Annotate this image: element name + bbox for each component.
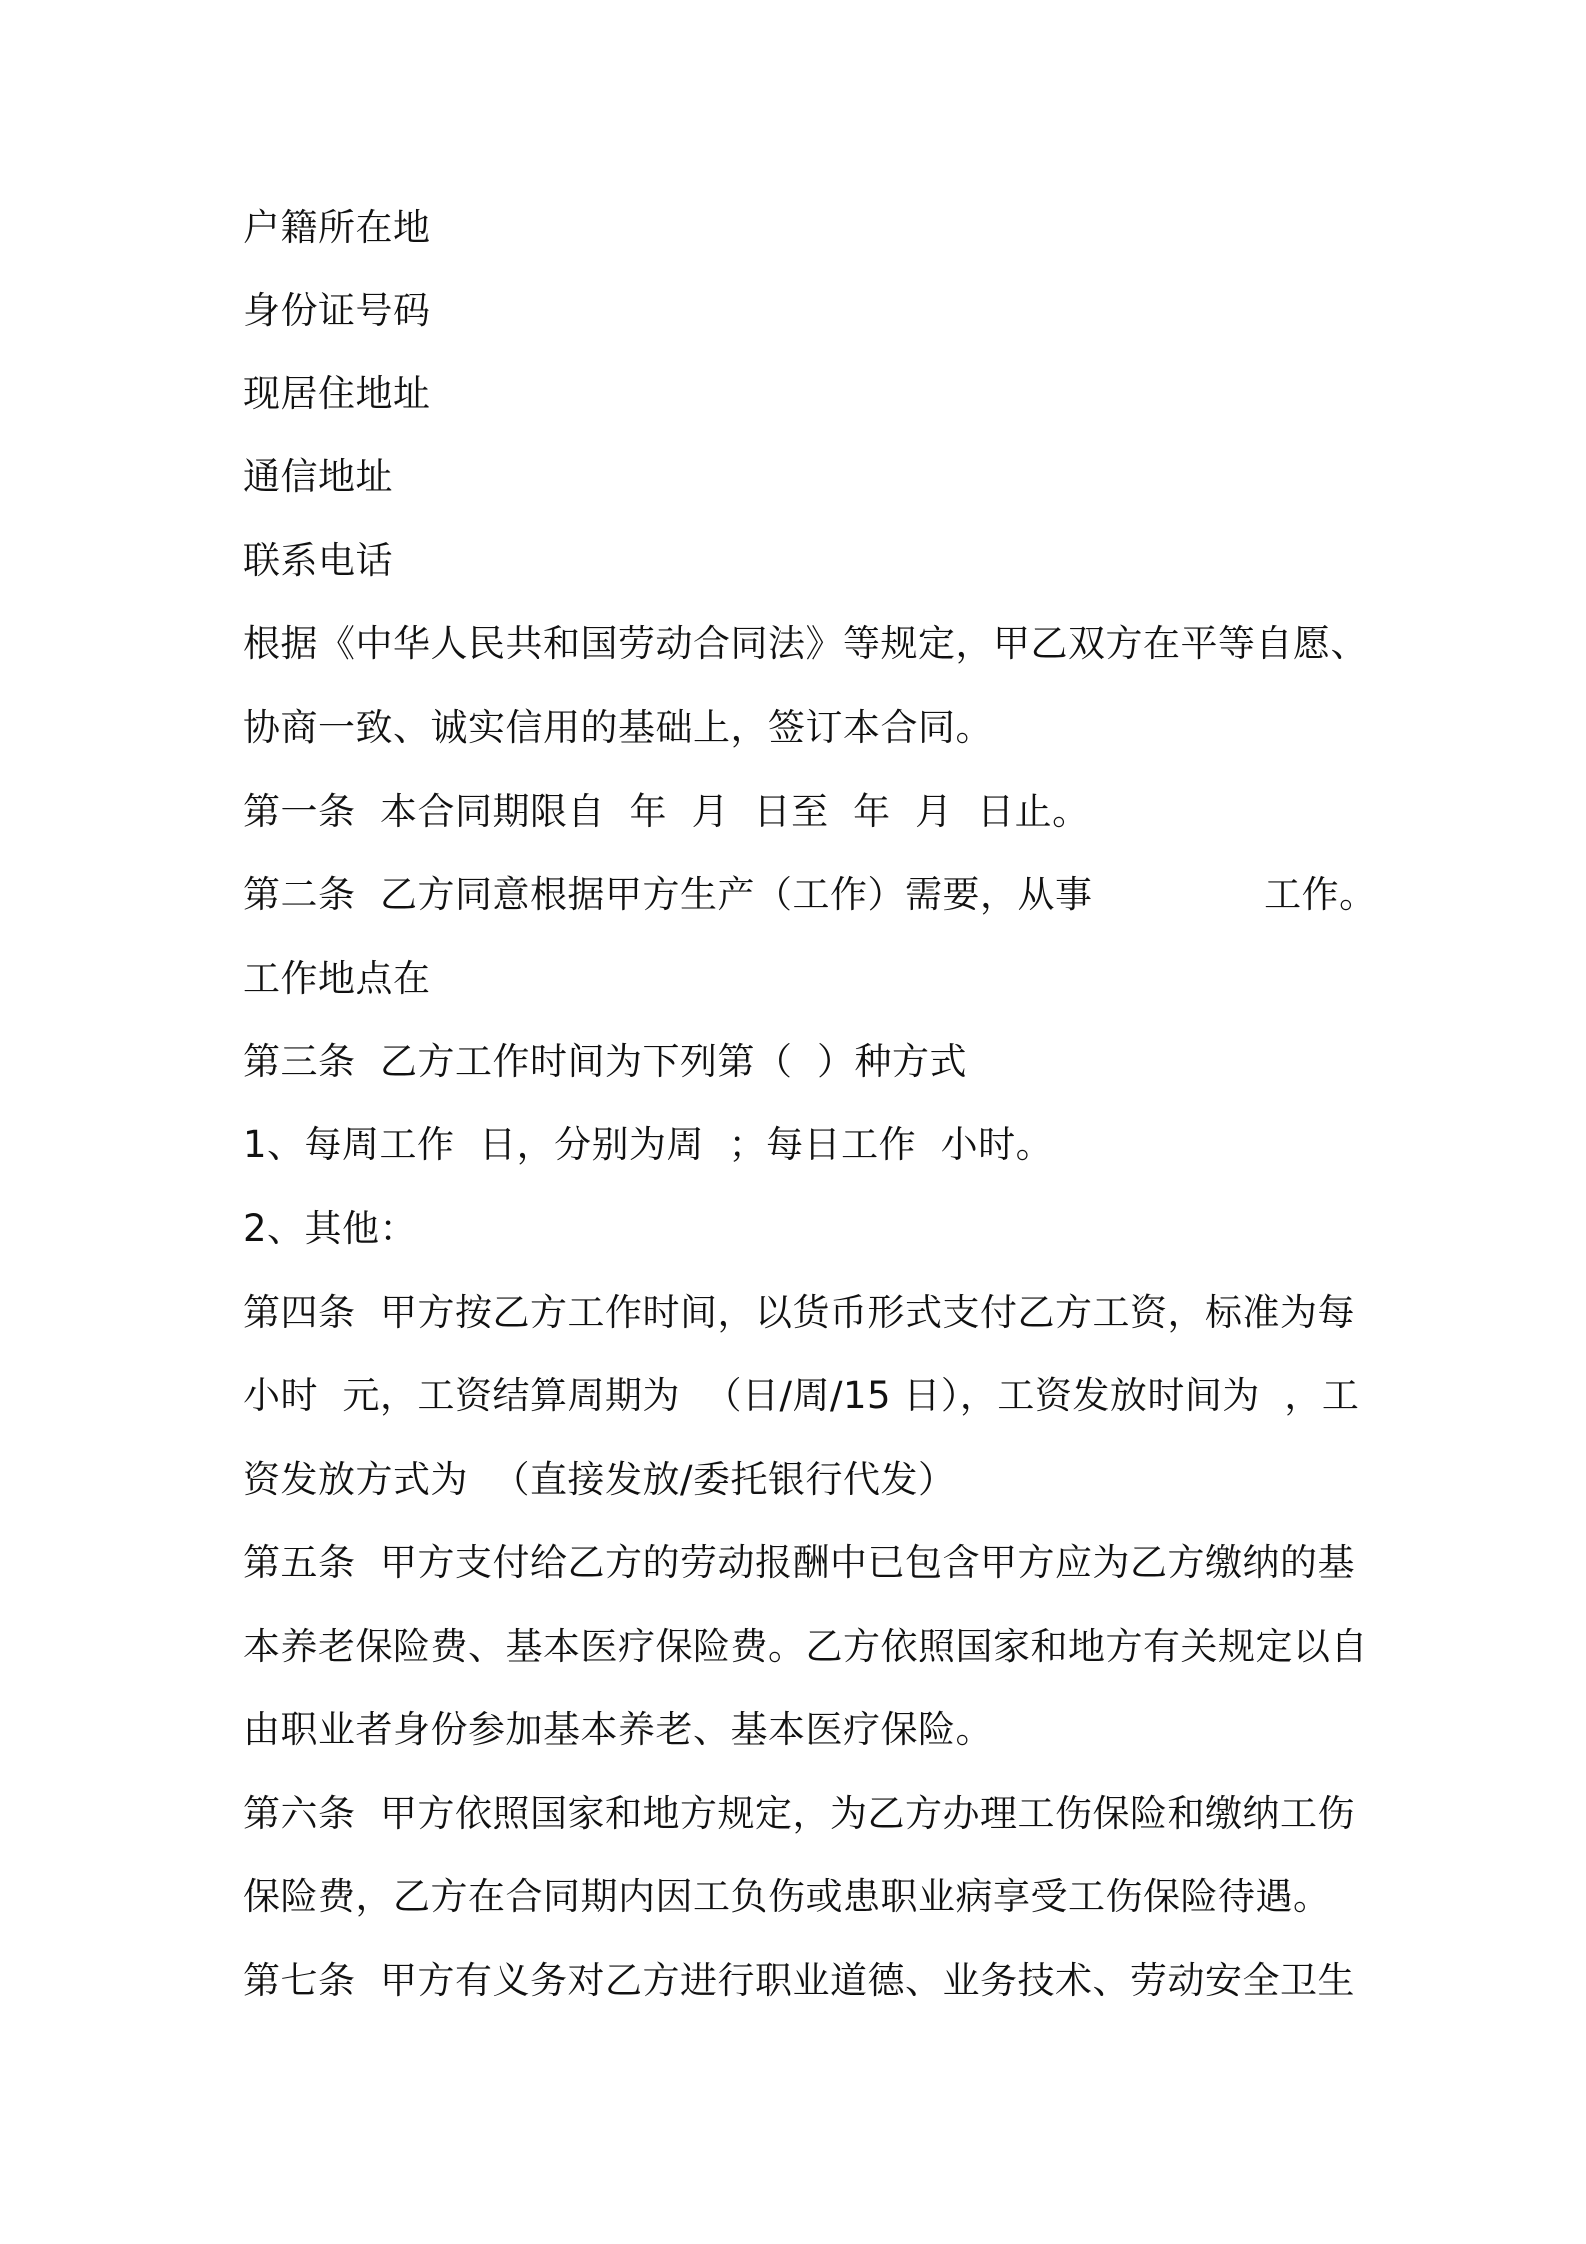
text-line: 第一条 本合同期限自 年 月 日至 年 月 日止。 (243, 790, 1090, 833)
text-line: 1、每周工作 日，分别为周 ；每日工作 小时。 (243, 1123, 1054, 1166)
text-line: 第二条 乙方同意根据甲方生产（工作）需要，从事 工作。 (243, 873, 1377, 916)
text-line: 第五条 甲方支付给乙方的劳动报酬中已包含甲方应为乙方缴纳的基 (243, 1541, 1356, 1584)
text-line: 身份证号码 (243, 289, 431, 332)
text-line: 第四条 甲方按乙方工作时间，以货币形式支付乙方工资，标准为每 (243, 1291, 1356, 1334)
text-line: 工作地点在 (243, 957, 431, 1000)
text-line: 2、其他： (243, 1207, 418, 1250)
text-line: 联系电话 (243, 539, 393, 582)
text-line: 小时 元，工资结算周期为 （日/周/15 日），工资发放时间为 ，工 (243, 1374, 1360, 1417)
text-line: 保险费，乙方在合同期内因工负伤或患职业病享受工伤保险待遇。 (243, 1875, 1331, 1918)
text-line: 现居住地址 (243, 372, 431, 415)
text-line: 根据《中华人民共和国劳动合同法》等规定，甲乙双方在平等自愿、 (243, 622, 1368, 665)
text-line: 由职业者身份参加基本养老、基本医疗保险。 (243, 1708, 993, 1751)
text-line: 第七条 甲方有义务对乙方进行职业道德、业务技术、劳动安全卫生 (243, 1959, 1356, 2002)
text-line: 第六条 甲方依照国家和地方规定，为乙方办理工伤保险和缴纳工伤 (243, 1792, 1356, 1835)
text-line: 通信地址 (243, 455, 393, 498)
text-line: 本养老保险费、基本医疗保险费。乙方依照国家和地方有关规定以自 (243, 1625, 1368, 1668)
text-line: 资发放方式为 （直接发放/委托银行代发） (243, 1458, 956, 1501)
text-line: 户籍所在地 (243, 206, 431, 249)
text-line: 协商一致、诚实信用的基础上，签订本合同。 (243, 706, 993, 749)
text-line: 第三条 乙方工作时间为下列第（ ）种方式 (243, 1040, 968, 1083)
